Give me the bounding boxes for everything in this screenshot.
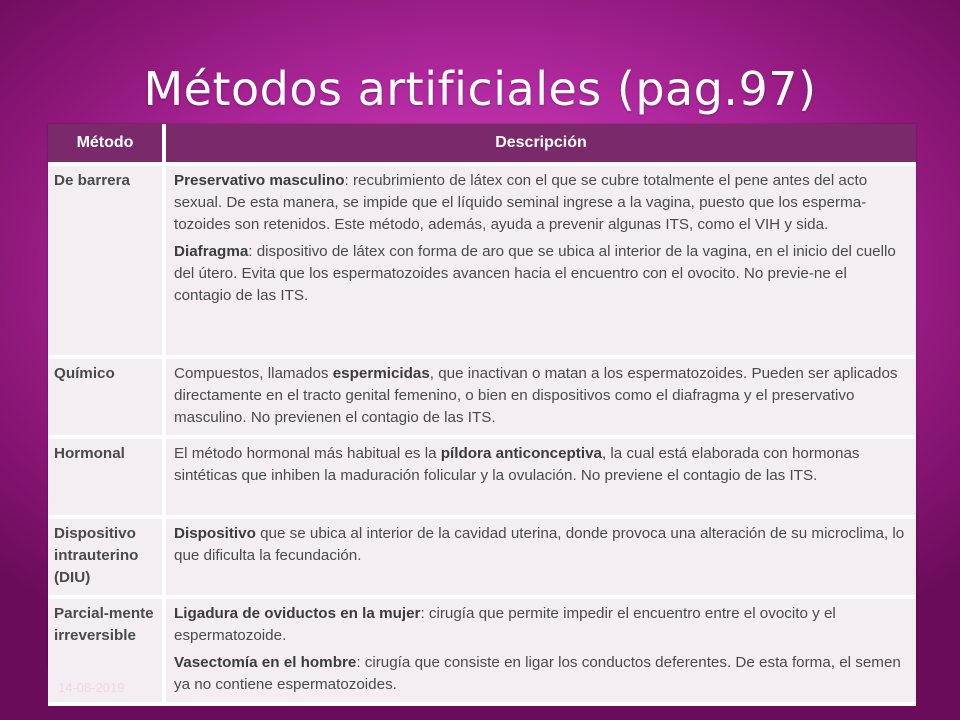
table-row (48, 597, 916, 704)
description-text: Compuestos, llamados (174, 365, 333, 382)
term-bold: espermicidas (332, 365, 430, 382)
table-row (48, 517, 916, 597)
description-cell (164, 164, 916, 357)
description-cell (164, 517, 916, 597)
method-cell: De barrera (48, 164, 164, 357)
column-header-method: Método (48, 124, 164, 164)
term-bold: Diafragma (174, 243, 249, 260)
method-cell: Dispositivo intrauterino (DIU) (48, 517, 164, 597)
term-bold: Preservativo masculino (174, 172, 345, 189)
description-text: , que inactivan o matan a los espermatozoides. Pueden ser aplicados directamente en el tracto genital femenino, o bien en dispositivos como el diafragma y el preservativo masculino. No previenen el contagio de las ITS. (174, 365, 898, 426)
description-text: El método hormonal más habitual es la (174, 445, 441, 462)
description-paragraph (174, 523, 906, 567)
description-paragraph (174, 652, 906, 696)
term-description: : recubrimiento de látex con el que se cubre totalmente el pene antes del acto sexual. De esta manera, se impide que el líquido seminal ingrese a la vagina, puesto que los esperma-tozoides son retenidos. Este método, además, ayuda a prevenir algunas ITS, como el VIH y sida. (174, 172, 868, 233)
table-header-row (48, 124, 916, 164)
description-cell (164, 357, 916, 437)
method-cell: Químico (48, 357, 164, 437)
term-bold: Ligadura de oviductos en la mujer (174, 605, 421, 622)
term-description: : cirugía que permite impedir el encuentro entre el ovocito y el espermatozoide. (174, 605, 836, 644)
description-paragraph (174, 170, 906, 236)
table-row (48, 437, 916, 517)
term-bold: píldora anticonceptiva (440, 445, 602, 462)
term-bold: Dispositivo (174, 525, 256, 542)
term-description: : cirugía que consiste en ligar los conductos deferentes. De esta forma, el semen ya no contiene espermatozoides. (174, 654, 901, 693)
slide-title: Métodos artificiales (pag.97) (143, 62, 817, 116)
term-description: : dispositivo de látex con forma de aro que se ubica al interior de la vagina, en el inicio del cuello del útero. Evita que los espermatozoides avancen hacia el encuentro con el ovocito. No previe-ne el contagio de las ITS. (174, 243, 896, 304)
methods-table (48, 124, 916, 706)
description-paragraph (174, 443, 906, 487)
description-paragraph (174, 363, 906, 429)
term-description: que se ubica al interior de la cavidad uterina, donde provoca una alteración de su microclima, lo que dificulta la fecundación. (174, 525, 905, 564)
description-text: , la cual está elaborada con hormonas sintéticas que inhiben la maduración folicular y la ovulación. No previene el contagio de las ITS. (174, 445, 860, 484)
description-paragraph (174, 241, 906, 307)
description-cell (164, 597, 916, 704)
term-bold: Vasectomía en el hombre (174, 654, 357, 671)
method-cell: Parcial-mente irreversible (48, 597, 164, 704)
description-paragraph (174, 603, 906, 647)
description-cell (164, 437, 916, 517)
table-row (48, 357, 916, 437)
column-header-description: Descripción (164, 124, 916, 164)
table-row (48, 164, 916, 357)
method-cell: Hormonal (48, 437, 164, 517)
slide-date: 14-08-2019 (58, 680, 125, 695)
